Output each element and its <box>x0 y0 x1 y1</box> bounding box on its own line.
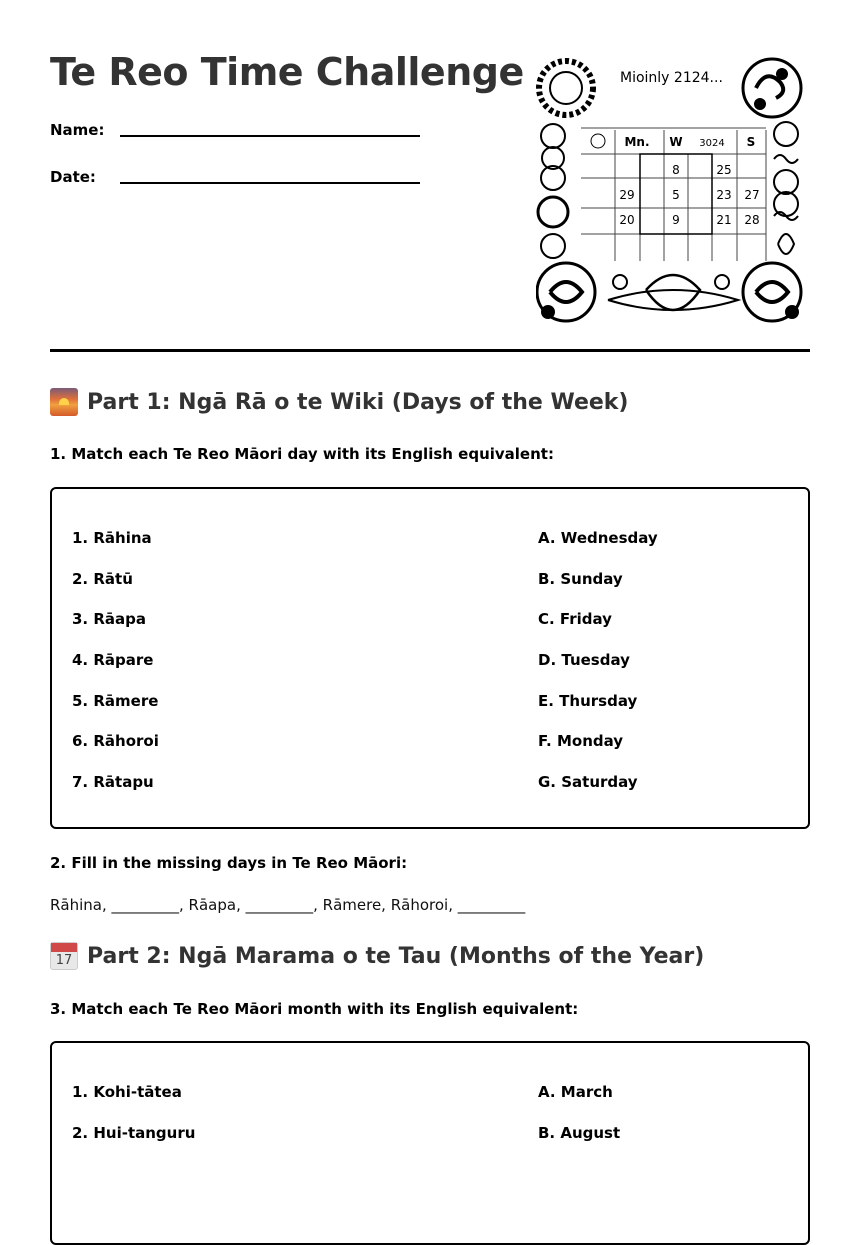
english-day-item: B. Sunday <box>538 569 623 588</box>
svg-text:8: 8 <box>672 163 680 177</box>
part1-heading <box>50 388 628 416</box>
english-day-item: D. Tuesday <box>538 651 630 670</box>
svg-text:5: 5 <box>672 188 680 202</box>
maori-day-item: 3. Rāapa <box>72 610 147 629</box>
english-day-item: G. Saturday <box>538 773 638 792</box>
name-field <box>50 121 104 139</box>
english-month-item: B. August <box>538 1123 621 1142</box>
sunrise-emoji-icon <box>50 388 78 416</box>
sun-ornament-icon <box>539 61 593 115</box>
months-matching-box <box>50 1041 810 1245</box>
calendar-emoji-icon <box>50 942 78 970</box>
date-field <box>50 168 96 186</box>
question3-prompt: 3. Match each Te Reo Māori month with its English equivalent: <box>50 1000 579 1018</box>
svg-text:20: 20 <box>619 213 635 227</box>
svg-text:S: S <box>746 135 756 149</box>
svg-text:29: 29 <box>619 188 635 202</box>
english-days-column <box>538 529 658 814</box>
maori-months-column <box>72 1083 195 1164</box>
date-blank-line[interactable] <box>120 182 420 184</box>
maori-day-item: 2. Rātū <box>72 569 133 588</box>
svg-text:9: 9 <box>672 213 680 227</box>
svg-text:21: 21 <box>716 213 732 227</box>
svg-text:3024: 3024 <box>699 138 725 149</box>
maori-month-item: 2. Hui-tanguru <box>72 1123 196 1142</box>
svg-text:Mn.: Mn. <box>624 135 650 149</box>
maori-day-item: 7. Rātapu <box>72 773 154 792</box>
svg-text:28: 28 <box>744 213 760 227</box>
name-label: Name: <box>50 121 105 139</box>
part1-title-text: Part 1: Ngā Rā o te Wiki (Days of the Week) <box>87 389 629 415</box>
svg-text:27: 27 <box>744 188 760 202</box>
maori-day-item: 1. Rāhina <box>72 529 152 547</box>
part2-title-text: Part 2: Ngā Marama o te Tau (Months of the Year) <box>87 943 705 969</box>
koru-ornament-icon <box>743 59 801 117</box>
english-day-item: C. Friday <box>538 610 612 629</box>
maori-day-item: 5. Rāmere <box>72 691 159 710</box>
svg-text:25: 25 <box>716 163 732 177</box>
english-months-column <box>538 1083 620 1164</box>
svg-text:23: 23 <box>716 188 732 202</box>
koru-ornament-icon <box>743 263 801 321</box>
maori-days-column <box>72 529 159 814</box>
part2-heading <box>50 942 704 970</box>
question2-prompt: 2. Fill in the missing days in Te Reo Māori: <box>50 854 408 872</box>
koru-ornament-icon <box>537 263 595 321</box>
english-day-item: E. Thursday <box>538 691 638 710</box>
maori-day-item: 4. Rāpare <box>72 651 154 670</box>
header-divider <box>50 349 810 352</box>
illustration-caption: Mioinly 2124... <box>620 70 723 86</box>
english-day-item: A. Wednesday <box>538 529 658 547</box>
days-matching-box <box>50 487 810 829</box>
name-blank-line[interactable] <box>120 135 420 137</box>
maori-day-item: 6. Rāhoroi <box>72 732 159 751</box>
svg-text:W: W <box>669 135 683 149</box>
maori-month-item: 1. Kohi-tātea <box>72 1083 182 1101</box>
missing-days-sequence[interactable]: Rāhina, _________, Rāapa, _________, Rāmere, Rāhoroi, _________ <box>50 896 526 914</box>
date-label: Date: <box>50 168 96 186</box>
english-day-item: F. Monday <box>538 732 624 751</box>
maori-calendar-illustration <box>536 54 810 328</box>
english-month-item: A. March <box>538 1083 613 1101</box>
question1-prompt: 1. Match each Te Reo Māori day with its English equivalent: <box>50 445 554 463</box>
page-title: Te Reo Time Challenge <box>50 50 524 94</box>
calendar-emoji-number: 17 <box>55 953 73 968</box>
